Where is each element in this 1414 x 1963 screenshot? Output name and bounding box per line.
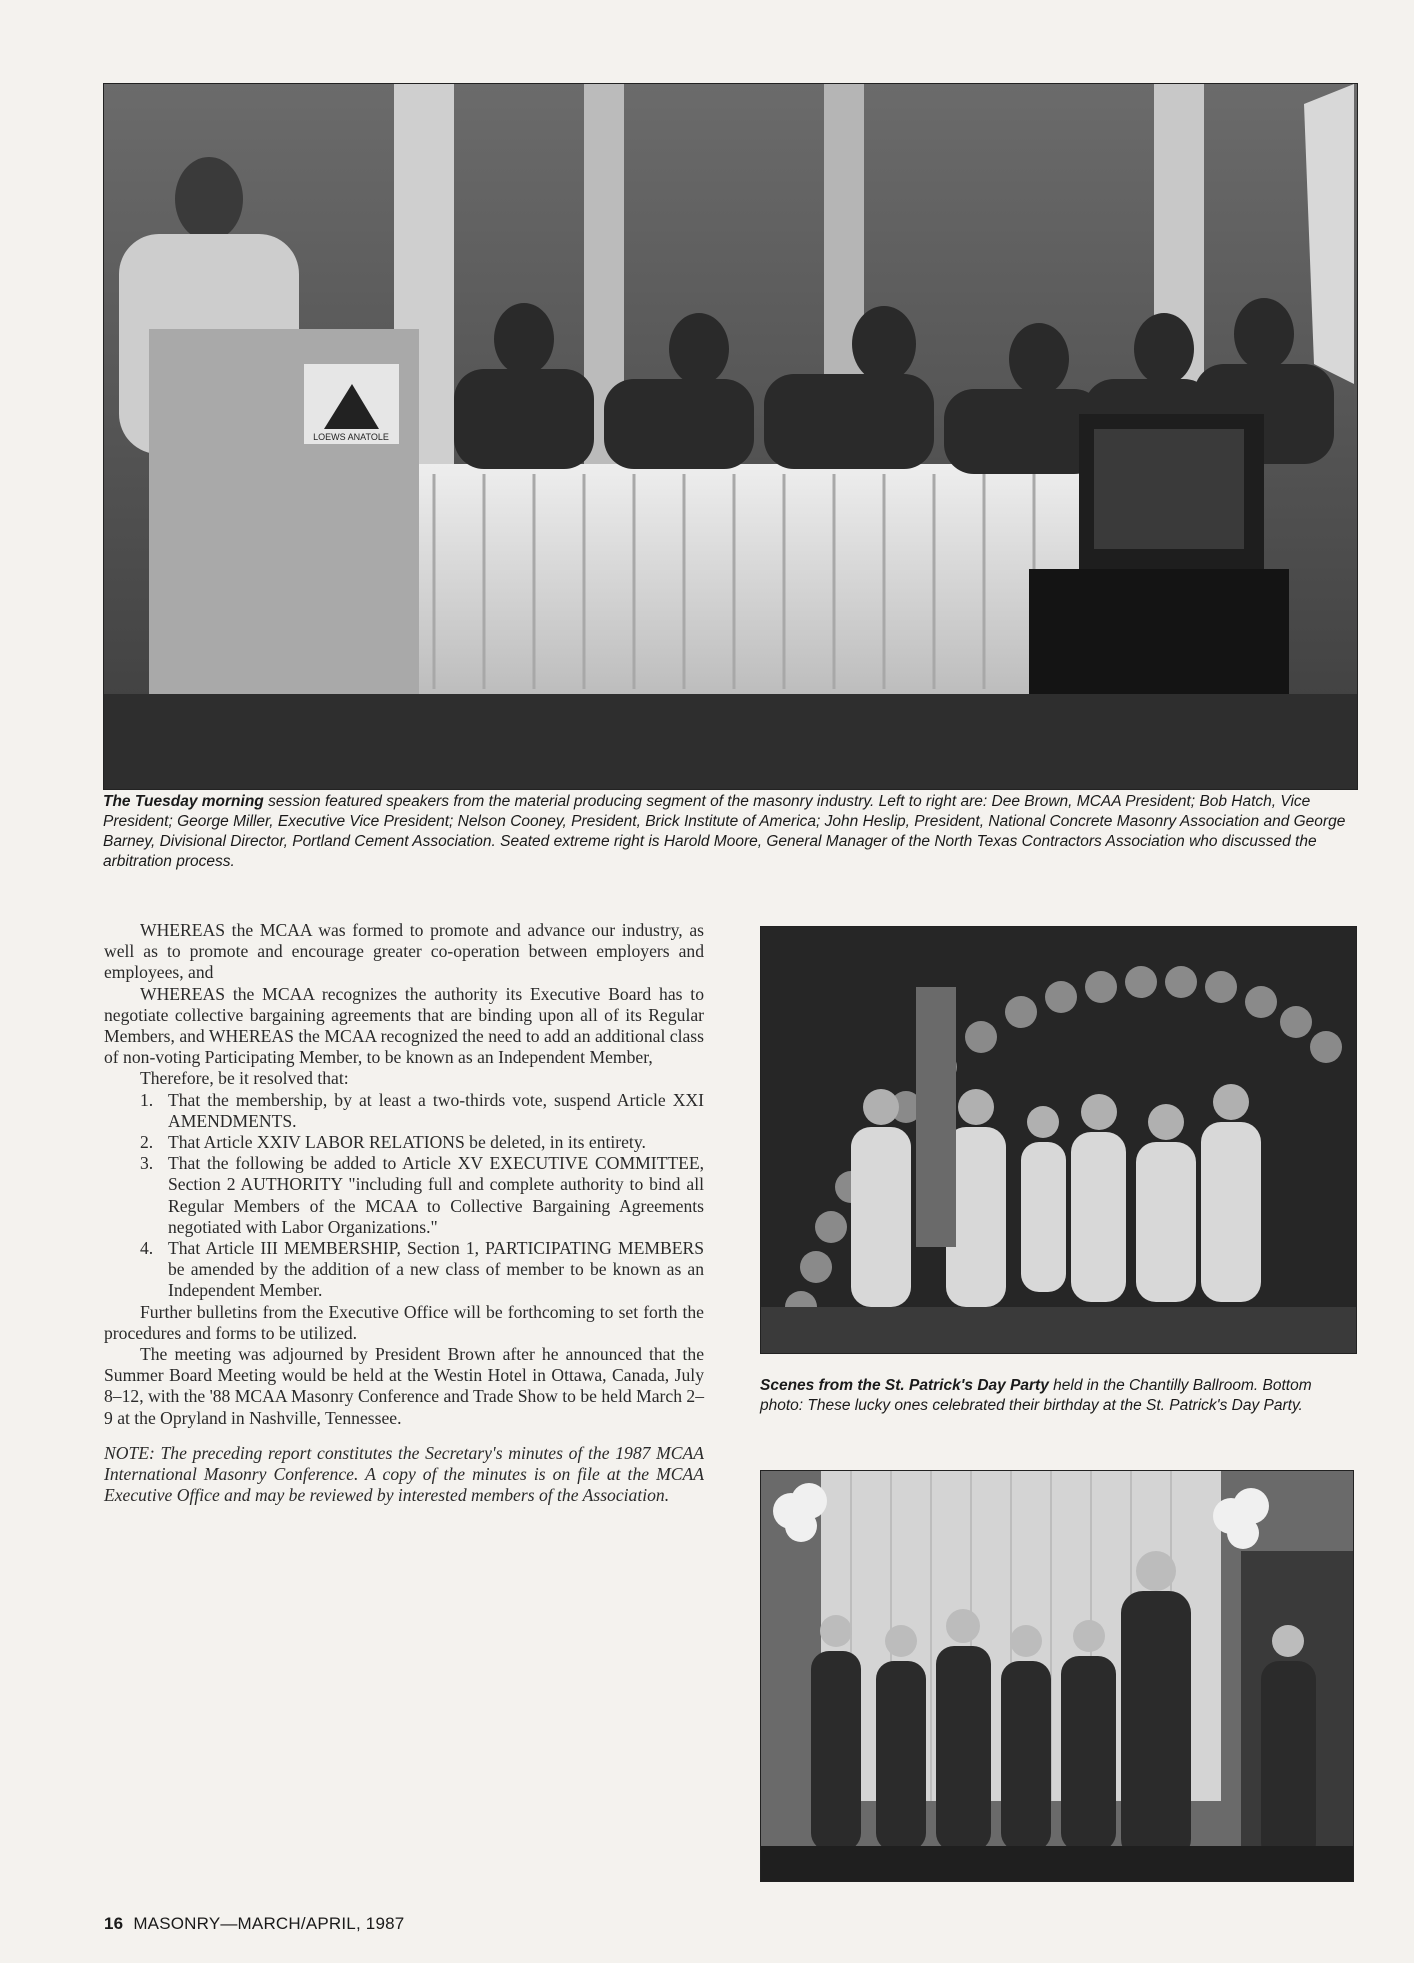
- page-number: 16: [104, 1914, 124, 1933]
- page-footer: [104, 1914, 404, 1934]
- party-photo-caption: [760, 1376, 1355, 1416]
- podium-logo: LOEWS ANATOLE: [313, 432, 389, 442]
- note-paragraph: NOTE: The preceding report constitutes the Secretary's minutes of the 1987 MCAA International Masonry Conference. A copy of the minutes is on file at the MCAA Executive Office and may be reviewed by interested members of the Association.: [104, 1442, 704, 1506]
- photo-icon: [761, 927, 1356, 1353]
- resolution-list: [104, 1090, 704, 1302]
- party-caption-lead: Scenes from the St. Patrick's Day Party: [760, 1377, 1049, 1394]
- list-item: 4. That Article III MEMBERSHIP, Section 1, PARTICIPATING MEMBERS be amended by the addition of a new class of member to be known as an Independent Member.: [140, 1238, 704, 1301]
- publication-name: MASONRY—MARCH/APRIL, 1987: [133, 1914, 405, 1933]
- party-top-photo: [760, 926, 1357, 1354]
- top-photo: [103, 83, 1358, 790]
- paragraph: The meeting was adjourned by President Brown after he announced that the Summer Board Meeting would be held at the Westin Hotel in Ottawa, Canada, July 8–12, with the '88 MCAA Masonry Conference and Trade Show to be held March 2–9 at the Opryland in Nashville, Tennessee.: [104, 1344, 704, 1428]
- photo-icon: [104, 84, 1357, 789]
- top-caption-body: session featured speakers from the material producing segment of the masonry industry. Left to right are: Dee Brown, MCAA President; Bob Hatch, Vice President; George Miller, Executive Vice President; Nelson Cooney, President, Brick Institute of America; John Heslip, President, National Concrete Masonry Association and George Barney, Divisional Director, Portland Cement Association. Seated extreme right is Harold Moore, General Manager of the North Texas Contractors Association who discussed the arbitration process.: [103, 793, 1346, 870]
- party-caption-body: held in the Chantilly Ballroom. Bottom photo: These lucky ones celebrated their birthday at the St. Patrick's Day Party.: [760, 1377, 1312, 1414]
- top-caption-lead: The Tuesday morning: [103, 793, 264, 810]
- list-item: 2. That Article XXIV LABOR RELATIONS be deleted, in its entirety.: [140, 1132, 646, 1153]
- list-item: 1. That the membership, by at least a two-thirds vote, suspend Article XXI AMENDMENTS.: [140, 1089, 704, 1131]
- top-photo-caption: [103, 792, 1356, 872]
- paragraph: WHEREAS the MCAA was formed to promote and advance our industry, as well as to promote and encourage greater co-operation between employers and employees, and: [104, 920, 704, 983]
- article-body: [104, 920, 704, 1506]
- paragraph: Further bulletins from the Executive Office will be forthcoming to set forth the procedures and forms to be utilized.: [104, 1301, 704, 1343]
- list-item: 3. That the following be added to Article XV EXECUTIVE COMMITTEE, Section 2 AUTHORITY "including full and complete authority to bind all Regular Members of the MCAA to Collective Bargaining Agreements negotiated with Labor Organizations.": [140, 1153, 704, 1237]
- photo-icon: [761, 1471, 1353, 1881]
- party-bottom-photo: [760, 1470, 1354, 1882]
- paragraph: Therefore, be it resolved that:: [140, 1068, 349, 1089]
- paragraph: WHEREAS the MCAA recognizes the authority its Executive Board has to negotiate collective bargaining agreements that are binding upon all of its Regular Members, and WHEREAS the MCAA recognized the need to add an additional class of non-voting Participating Member, to be known as an Independent Member,: [104, 983, 704, 1068]
